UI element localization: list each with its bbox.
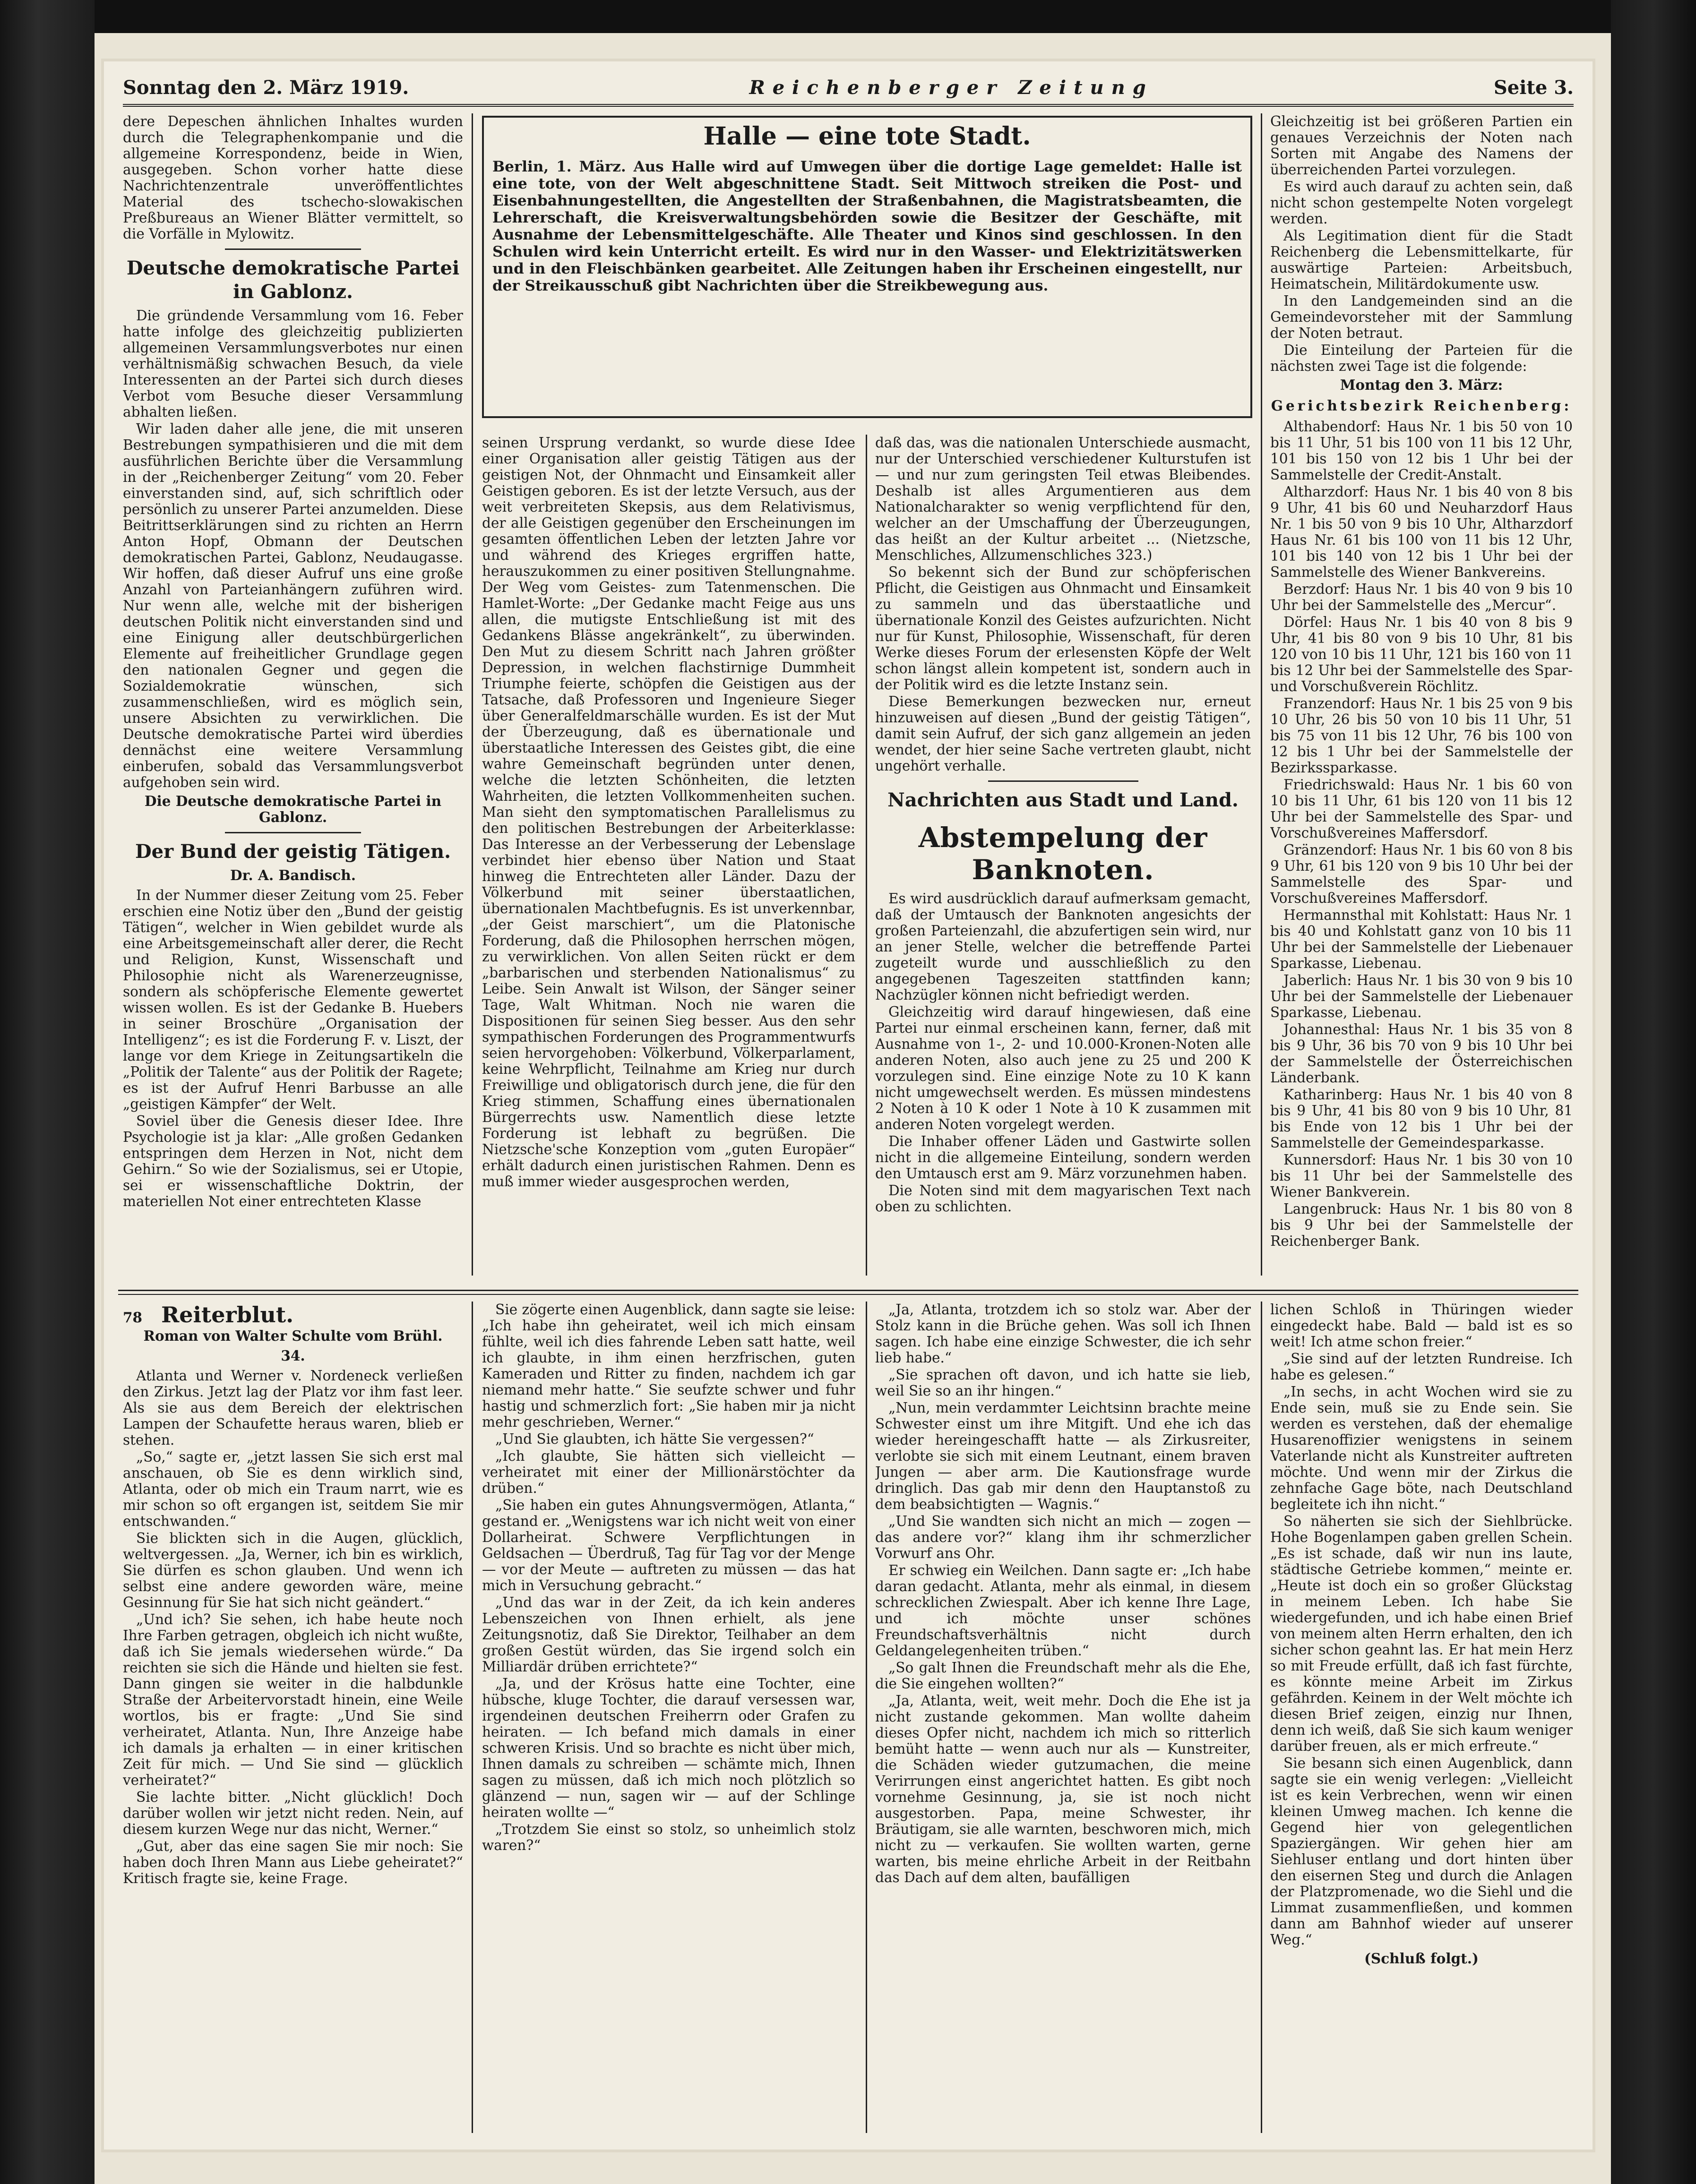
paragraph: „So,“ sagte er, „jetzt lassen Sie sich erst mal anschauen, ob Sie es denn wirklich sind, Atlanta, oder ob mich ein Traum narrt, wie es mir schon so oft ergangen ist, seitdem Sie mir entschwanden.“ (123, 1449, 463, 1529)
article-heading-abstempelung: Abstempelung der Banknoten. (918, 822, 1208, 886)
paragraph: lichen Schloß in Thüringen wieder eingedeckt habe. Bald — bald ist es so weit! Ich atme schon freier.“ (1270, 1302, 1573, 1350)
paragraph: „Trotzdem Sie einst so stolz, so unheimlich stolz waren?“ (482, 1821, 855, 1853)
paragraph: In der Nummer dieser Zeitung vom 25. Feber erschien eine Notiz über den „Bund der geistig Tätigen“, welcher in Wien gebildet wurde als eine Arbeitsgemeinschaft aller derer, die Recht und Religion, Kunst, Wissenschaft und Philosophie nicht als Warenerzeugnisse, sondern als schöpferische Elemente gewertet wissen wollen. Es ist der Gedanke B. Huebers in seiner Broschüre „Organisation der Intelligenz“; es ist die Forderung F. v. Liszt, der lange vor dem Kriege in Zeitungsartikeln die „Politik der Talente“ aus der Politik der Ragete; es ist der Aufruf Henri Barbusse an alle „geistigen Kämpfer“ der Welt. (123, 887, 463, 1112)
paragraph: Die Noten sind mit dem magyarischen Text nach oben zu schlichten. (875, 1182, 1251, 1215)
paragraph: Er schwieg ein Weilchen. Dann sagte er: „Ich habe daran gedacht. Atlanta, mehr als einmal, in diesem schrecklichen Zwiespalt. Aber ich kenne Ihre Lage, und ich möchte unser schönes Freundschaftsverhältnis nicht durch Geldangelegenheiten trüben.“ (875, 1562, 1251, 1659)
column-3-upper (875, 435, 1251, 1280)
column-1-upper (123, 113, 463, 1285)
continuation-note: (Schluß folgt.) (1364, 1950, 1479, 1967)
paragraph: Es wird auch darauf zu achten sein, daß nicht schon gestempelte Noten vorgelegt werden. (1270, 179, 1573, 227)
feuilleton-column-4 (1270, 1302, 1573, 2138)
paragraph: Sie besann sich einen Augenblick, dann sagte sie ein wenig verlegen: „Vielleicht ist es kein Verbrechen, wenn wir einen kleinen Umweg machen. Ich kenne die Gegend hier von gelegentlichen Spaziergängen. Wir gehen hier am Siehluser entlang und dort hinten über den eisernen Steg und durch die Anlagen der Platzpromenade, wo die Siehl und die Limmat zusammenfließen, und kommen dann am Bahnhof wieder auf unserer Weg.“ (1270, 1755, 1573, 1948)
paragraph: „Ja, Atlanta, weit, weit mehr. Doch die Ehe ist ja nicht zustande gekommen. Man wollte daheim dieses Opfer nicht, nachdem ich mich so ritterlich bemüht hatte — wenn auch nur als — Kunstreiter, die Schäden wieder gutzumachen, die meine Verirrungen einst angerichtet hatten. Es gibt noch vornehme Gesinnung, ja, sie ist noch nicht ausgestorben. Papa, meine Schwester, ihr Bräutigam, sie alle warnten, beschworen mich, mich nicht zu — verkaufen. Sie wollten warten, gerne warten, bis meine ehrliche Arbeit in der Reitbahn das Dach auf dem alten, baufälligen (875, 1693, 1251, 1885)
schedule-entry: Hermannsthal mit Kohlstatt: Haus Nr. 1 bis 40 und Kohlstatt ganz von 10 bis 11 Uhr bei der Sammelstelle der Liebenauer Sparkasse, Liebenau. (1270, 907, 1573, 971)
paragraph: „In sechs, in acht Wochen wird sie zu Ende sein, muß sie zu Ende sein. Sie werden es verstehen, daß der ehemalige Husarenoffizier wenigstens in seinem Vaterlande nicht als Kunstreiter auftreten möchte. Und wenn mir der Zirkus die zehnfache Gage böte, nach Deutschland begleitete ich ihn nicht.“ (1270, 1384, 1573, 1512)
paragraph: Sie blickten sich in die Augen, glücklich, weltvergessen. „Ja, Werner, ich bin es wirklich, Sie dürfen es schon glauben. Und wenn ich selbst eine andere geworden wäre, meine Gesinnung für Sie hat sich nicht geändert.“ (123, 1530, 463, 1610)
article-heading-demokratische-partei: Deutsche demokratische Partei in Gablonz. (126, 257, 460, 303)
paragraph: Die Einteilung der Parteien für die nächsten zwei Tage ist die folgende: (1270, 342, 1573, 374)
feuilleton-chapter: 34. (281, 1347, 305, 1364)
depesche-intro: dere Depeschen ähnlichen Inhaltes wurden durch die Telegraphenkompanie und die allgemeine Korrespondenz, beide in Wien, ausgegeben. Schon vorher hatte diese Nachrichtenzentrale unveröffentlichtes Material des tschecho-slowakischen Preßbureaus an Wiener Blätter vermittelt, so die Vorfälle in Mylowitz. (123, 113, 463, 242)
paragraph: Die Inhaber offener Läden und Gastwirte sollen nicht in die allgemeine Einteilung, sondern werden den Umtausch erst am 9. März vorzunehmen haben. (875, 1133, 1251, 1182)
paragraph: So bekennt sich der Bund zur schöpferischen Pflicht, die Geistigen aus Ohnmacht und Einsamkeit zu sammeln und das überstaatliche und übernationale Konzil des Geistes aufzurichten. Nicht nur für Kunst, Philosophie, Wissenschaft, für deren Werke dieses Forum der erlesensten Köpfe der Welt schon längst allein kompetent ist, sondern auch in der Politik wird es die letzte Instanz sein. (875, 564, 1251, 693)
article-author: Dr. A. Bandisch. (230, 867, 356, 883)
paragraph: „Nun, mein verdammter Leichtsinn brachte meine Schwester einst um ihre Mitgift. Und ehe ich das wieder hereingeschafft hatte — als Zirkusreiter, verlobte sie sich mit einem Leutnant, einem braven Jungen — aber arm. Die Kautionsfrage wurde dringlich. Das gab mir denn den Hauptanstoß zu dem beabsichtigten — Wagnis.“ (875, 1400, 1251, 1512)
paragraph: Gleichzeitig ist bei größeren Partien ein genaues Verzeichnis der Noten nach Sorten mit Angabe des Namens der überreichenden Partei vorzulegen. (1270, 113, 1573, 178)
header-masthead: Reichenberger Zeitung (749, 76, 1154, 99)
scan-left-edge (0, 0, 95, 2184)
schedule-entry: Berzdorf: Haus Nr. 1 bis 40 von 9 bis 10 Uhr bei der Sammelstelle des „Mercur“. (1270, 581, 1573, 613)
paragraph: Soviel über die Genesis dieser Idee. Ihre Psychologie ist ja klar: „Alle großen Gedanken entspringen dem Herzen in Not, nicht dem Gehirn.“ So wie der Sozialismus, sei er Utopie, sei er wissenschaftliche Doktrin, der materiellen Not einer entrechteten Klasse (123, 1113, 463, 1209)
feuilleton-subtitle: Roman von Walter Schulte vom Brühl. (143, 1328, 443, 1344)
column-rule (866, 1302, 867, 2133)
paragraph: Es wird ausdrücklich darauf aufmerksam gemacht, daß der Umtausch der Banknoten angesichts der großen Parteienzahl, die abzufertigen sein wird, nur an jener Stelle, welcher die betreffende Partei zugeteilt wurde und ausschließlich zu den angegebenen Tageszeiten stattfinden kann; Nachzügler können nicht befriedigt werden. (875, 891, 1251, 1003)
paragraph: „Und ich? Sie sehen, ich habe heute noch Ihre Farben getragen, obgleich ich nicht wußte, daß ich Sie jemals wiedersehen würde.“ Da reichten sie sich die Hände und hielten sie fest. Dann gingen sie weiter in die halbdunkle Straße der Arbeitervorstadt hinein, eine Weile wortlos, bis er fragte: „Und Sie sind verheiratet, Atlanta. Nun, Ihre Anzeige habe ich damals ja erhalten — in einer kritischen Zeit für mich. — Und Sie sind — glücklich verheiratet?“ (123, 1611, 463, 1788)
header-date: Sonntag den 2. März 1919. (123, 76, 409, 99)
schedule-entry: Althabendorf: Haus Nr. 1 bis 50 von 10 bis 11 Uhr, 51 bis 100 von 11 bis 12 Uhr, 101 bis 150 von 12 bis 1 Uhr bei der Sammelstelle der Credit-Anstalt. (1270, 419, 1573, 483)
paragraph: „Gut, aber das eine sagen Sie mir noch: Sie haben doch Ihren Mann aus Liebe geheiratet?“ Kritisch fragte sie, keine Frage. (123, 1838, 463, 1886)
paragraph: „Sie haben ein gutes Ahnungsvermögen, Atlanta,“ gestand er. „Wenigstens war ich nicht weit von einer Dollarheirat. Schwere Verpflichtungen in Geldsachen — Überdruß, Tag für Tag vor der Menge — vor der Meute — auftreten zu müssen — das hat mich in Versuchung gebracht.“ (482, 1497, 855, 1593)
column-rule (1261, 1302, 1262, 2133)
schedule-entry: Altharzdorf: Haus Nr. 1 bis 40 von 8 bis 9 Uhr, 41 bis 60 und Neuharzdorf Haus Nr. 1 bis 50 von 9 bis 10 Uhr, Altharzdorf Haus Nr. 61 bis 100 von 11 bis 12 Uhr, 101 bis 140 von 12 bis 1 Uhr bei der Sammelstelle des Wiener Bankvereins. (1270, 484, 1573, 580)
article-signature: Die Deutsche demokratische Partei in Gablonz. (144, 793, 442, 825)
paragraph: Sie zögerte einen Augenblick, dann sagte sie leise: „Ich habe ihn geheiratet, weil ich mich einsam fühlte, weil ich dies fahrende Leben satt hatte, weil ich glaubte, in ihm einen herzfrischen, guten Kameraden und Ritter zu finden, nachdem ich gar niemand mehr hatte.“ Sie seufzte schwer und fuhr hastig und schmerzlich fort: „Sie haben mir ja nicht mehr geschrieben, Werner.“ (482, 1302, 855, 1430)
column-rule (1261, 113, 1262, 1276)
scan-right-edge (1611, 0, 1696, 2184)
article-heading-bund: Der Bund der geistig Tätigen. (135, 840, 451, 863)
feuilleton-column-1 (123, 1302, 463, 2138)
boxed-article-halle (482, 116, 1252, 418)
schedule-entry: Kunnersdorf: Haus Nr. 1 bis 30 von 10 bis 11 Uhr bei der Sammelstelle des Wiener Bankverein. (1270, 1152, 1573, 1200)
paragraph: So näherten sie sich der Siehlbrücke. Hohe Bogenlampen gaben grellen Schein. „Es ist schade, daß wir nun ins laute, städtische Getriebe kommen,“ meinte er. „Heute ist doch ein so großer Glückstag in meinem Leben. Ich habe Sie wiedergefunden, und ich habe einen Brief von meinem alten Herrn erhalten, den ich sicher schon geahnt las. Er hat mein Herz so mit Freude erfüllt, daß ich fast fürchte, es könnte meine Arbeit im Zirkus gefährden. Keinem in der Welt möchte ich diesen Brief zeigen, einzig nur Ihnen, denn ich weiß, daß Sie sich kaum weniger darüber freuen, als er mich erfreute.“ (1270, 1513, 1573, 1754)
paragraph: „Sie sprachen oft davon, und ich hatte sie lieb, weil Sie so an ihr hingen.“ (875, 1367, 1251, 1399)
divider (988, 780, 1138, 782)
column-4-upper (1270, 113, 1573, 1280)
column-rule (472, 113, 473, 1276)
schedule-entry: Dörfel: Haus Nr. 1 bis 40 von 8 bis 9 Uhr, 41 bis 80 von 9 bis 10 Uhr, 81 bis 120 von 10 bis 11 Uhr, 121 bis 160 von 11 bis 12 Uhr bei der Sammelstelle des Spar- und Vorschußverein Röchlitz. (1270, 614, 1573, 694)
paragraph: Wir laden daher alle jene, die mit unseren Bestrebungen sympathisieren und die mit dem ausführlichen Berichte über die Versammlung in der „Reichenberger Zeitung“ vom 20. Feber einverstanden sind, auf, sich schriftlich oder persönlich zu unserer Partei anzumelden. Diese Beitrittserklärungen sind zu richten an Herrn Anton Hopf, Obmann der Deutschen demokratischen Partei, Gablonz, Neudaugasse. Wir hoffen, daß dieser Aufruf uns eine große Anzahl von Parteianhängern zuführen wird. Nur wenn alle, welche mit der bisherigen deutschen Politik nicht einverstanden sind und eine Einigung aller deutschbürgerlichen Elemente auf freiheitlicher Grundlage gegen den nationalen Gegner und gegen die Sozialdemokratie wünschen, sich zusammenschließen, wird es möglich sein, unsere Absichten zu verwirklichen. Die Deutsche demokratische Partei wird überdies dennächst eine weitere Versammlung einberufen, sobald das Versammlungsverbot aufgehoben sein wird. (123, 421, 463, 790)
paragraph: „So galt Ihnen die Freundschaft mehr als die Ehe, die Sie eingehen wollten?“ (875, 1660, 1251, 1692)
paragraph: „Ja, Atlanta, trotzdem ich so stolz war. Aber der Stolz kann in die Brüche gehen. Was soll ich Ihnen sagen. Ich habe eine einzige Schwester, die ich sehr lieb habe.“ (875, 1302, 1251, 1366)
newspaper-page (104, 61, 1593, 2150)
schedule-entry: Franzendorf: Haus Nr. 1 bis 25 von 9 bis 10 Uhr, 26 bis 50 von 10 bis 11 Uhr, 51 bis 75 von 11 bis 12 Uhr, 76 bis 100 von 12 bis 1 Uhr bei der Sammelstelle der Bezirkssparkasse. (1270, 695, 1573, 776)
page-header (123, 71, 1574, 107)
divider (225, 832, 361, 833)
paragraph: daß das, was die nationalen Unterschiede ausmacht, nur der Unterschied verschiedener Kulturstufen ist — und nur zum geringsten Teil etwas Bleibendes. Deshalb ist alles Argumentieren aus dem Nationalcharakter so wenig verpflichtend für den, welcher an der Umschaffung der Überzeugungen, das heißt an der Kultur arbeitet ... (Nietzsche, Menschliches, Allzumenschliches 323.) (875, 435, 1251, 563)
schedule-date-heading: Montag den 3. März: (1340, 377, 1503, 393)
section-heading-nachrichten: Nachrichten aus Stadt und Land. (887, 789, 1239, 811)
header-page-number: Seite 3. (1493, 76, 1574, 99)
column-rule (472, 1302, 473, 2133)
paragraph: „Ja, und der Krösus hatte eine Tochter, eine hübsche, kluge Tochter, die darauf versessen war, irgendeinen deutschen Freiherrn oder Grafen zu heiraten. — Ich befand mich damals in einer schweren Krisis. Und so brachte es nicht über mich, Ihnen damals zu schreiben — schämte mich, Ihnen sagen zu müssen, daß ich mich noch plötzlich so glänzend — nun, sagen wir — auf der Schlinge heiraten wollte —“ (482, 1676, 855, 1820)
feuilleton-column-2 (482, 1302, 855, 2138)
schedule-entry: Langenbruck: Haus Nr. 1 bis 80 von 8 bis 9 Uhr bei der Sammelstelle der Reichenberger Bank. (1270, 1201, 1573, 1249)
paragraph: Atlanta und Werner v. Nordeneck verließen den Zirkus. Jetzt lag der Platz vor ihm fast leer. Als sie aus dem Bereich der elektrischen Lampen der Schaufette heraus waren, blieb er stehen. (123, 1368, 463, 1448)
schedule-entry: Friedrichswald: Haus Nr. 1 bis 60 von 10 bis 11 Uhr, 61 bis 120 von 11 bis 12 Uhr bei der Sammelstelle des Spar- und Vorschußvereines Maffersdorf. (1270, 777, 1573, 841)
schedule-list (1270, 419, 1573, 1249)
paragraph: „Und Sie glaubten, ich hätte Sie vergessen?“ (495, 1431, 814, 1447)
feuilleton-title-row (123, 1302, 463, 1328)
schedule-entry: Gränzendorf: Haus Nr. 1 bis 60 von 8 bis 9 Uhr, 61 bis 120 von 9 bis 10 Uhr bei der Sammelstelle des Spar- und Vorschußvereines Maffersdorf. (1270, 842, 1573, 906)
divider (225, 248, 361, 250)
schedule-entry: Johannesthal: Haus Nr. 1 bis 35 von 8 bis 9 Uhr, 36 bis 70 von 9 bis 10 Uhr bei der Sammelstelle der Österreichischen Länderbank. (1270, 1021, 1573, 1086)
schedule-entry: Katharinberg: Haus Nr. 1 bis 40 von 8 bis 9 Uhr, 41 bis 80 von 9 bis 10 Uhr, 81 bis Ende von 12 bis 1 Uhr bei der Sammelstelle der Gemeindesparkasse. (1270, 1087, 1573, 1151)
feuilleton-title: Reiterblut. (161, 1302, 294, 1328)
column-rule (866, 435, 867, 1276)
feuilleton-number: 78 (123, 1309, 143, 1326)
paragraph: In den Landgemeinden sind an die Gemeindevorsteher mit der Sammlung der Noten betraut. (1270, 293, 1573, 341)
paragraph: Die gründende Versammlung vom 16. Feber hatte infolge des gleichzeitig publizierten allgemeinen Versammlungsverbotes nur einen verhältnismäßig schwachen Besuch, da viele Interessenten an der Partei sich durch dieses Verbot vom Besuche dieser Versammlung abhalten ließen. (123, 308, 463, 420)
boxed-article-text: Berlin, 1. März. Aus Halle wird auf Umwegen über die dortige Lage gemeldet: Halle ist eine tote, von der Welt abgeschnittene Stadt. Seit Mittwoch streiken die Post- und Eisenbahnungestellten, die Angestellten der Straßenbahnen, die Magistratsbeamten, die Lehrerschaft, die Kreisverwaltungsbehörden sowie die Besitzer der Geschäfte, mit Ausnahme der Lebensmittelgeschäfte. Alle Theater und Kinos sind geschlossen. In den Schulen wird kein Unterricht erteilt. Es wird nur in den Wasser- und Elektrizitätswerken und in den Fleischbänken gearbeitet. Alle Zeitungen haben ihr Erscheinen eingestellt, nur der Streikausschuß gibt Nachrichten über die Streikbewegung aus. (492, 158, 1242, 294)
paragraph: Als Legitimation dient für die Stadt Reichenberg die Lebensmittelkarte, für auswärtige Parteien: Arbeitsbuch, Heimatschein, Militärdokumente usw. (1270, 228, 1573, 292)
column-2-upper (482, 435, 855, 1280)
feuilleton-rule (118, 1290, 1578, 1295)
boxed-article-title: Halle — eine tote Stadt. (703, 122, 1031, 151)
paragraph: „Und Sie wandten sich nicht an mich — zogen — das andere vor?“ klang ihm ihr schmerzlicher Vorwurf ans Ohr. (875, 1513, 1251, 1561)
schedule-entry: Jaberlich: Haus Nr. 1 bis 30 von 9 bis 10 Uhr bei der Sammelstelle der Liebenauer Sparkasse, Liebenau. (1270, 972, 1573, 1020)
paragraph: Diese Bemerkungen bezwecken nur, erneut hinzuweisen auf diesen „Bund der geistig Tätigen“, damit sein Aufruf, der sich ganz allgemein an jeden wendet, der hier seine Sache vertreten glaubt, nicht ungehört verhalle. (875, 694, 1251, 774)
paragraph: seinen Ursprung verdankt, so wurde diese Idee einer Organisation aller geistig Tätigen aus der geistigen Not, der Ohnmacht und Einsamkeit aller Geistigen geboren. Es ist der letzte Versuch, aus der weit verbreiteten Skepsis, aus dem Relativismus, der alle Geistigen gegenüber den Erscheinungen im gesamten öffentlichen Leben der letzten Jahre vor und während des Krieges ergriffen hatte, herauszukommen zu einer positiven Stellungnahme. Der Weg vom Geistes- zum Tatenmenschen. Die Hamlet-Worte: „Der Gedanke macht Feige aus uns allen, die mutigste Entschließung ist mit des Gedankens Blässe angekränkelt“, zu überwinden. Den Mut zu diesem Schritt nach Jahren größter Depression, in welchen flachstirnige Dummheit Triumphe feierte, schöpfen die Geistigen aus der Tatsache, daß Professoren und Ingenieure Sieger über Generalfeldmarschälle wurden. Es ist der Mut der Überzeugung, daß es übernationale und überstaatliche Interessen des Geistes gibt, die eine wahre Gemeinschaft begründen unter denen, welche die letzten Schönheiten, die letzten Wahrheiten, die letzten Vollkommenheiten suchen. Man sieht den symptomatischen Parallelismus zu den politischen Bestrebungen der Arbeiterklasse: Das Interesse an der Verbesserung der Lebenslage verbindet hier ebenso über Nation und Staat hinweg die Entrechteten aller Länder. Dazu der Völkerbund mit seiner überstaatlichen, übernationalen Machtbefugnis. Es ist unverkennbar, „der Geist marschiert“, um die Platonische Forderung, daß die Philosophen herrschen mögen, zu verwirklichen. Von allen Seiten rückt er dem „barbarischen und sterbenden Nationalismus“ zu Leibe. Sein Anwalt ist Wilson, der Sänger seiner Tage, Walt Whitman. Noch nie waren die Dispositionen für seinen Sieg besser. Aus den sehr sympathischen Forderungen des Programmentwurfs seien hervorgehoben: Völkerbund, Völkerparlament, keine Wehrpflicht, Teilnahme am Krieg nur durch Freiwillige und obligatorisch durch jene, die für den Krieg stimmen, Schaffung eines übernationalen Bürgerrechts usw. Namentlich diese letzte Forderung ist lebhaft zu begrüßen. Die Nietzsche'sche Konzeption vom „guten Europäer“ erhält dadurch einen juristischen Rahmen. Denn es muß immer wieder ausgesprochen werden, (482, 435, 855, 1190)
paragraph: „Sie sind auf der letzten Rundreise. Ich habe es gelesen.“ (1270, 1351, 1573, 1383)
paragraph: Gleichzeitig wird darauf hingewiesen, daß eine Partei nur einmal erscheinen kann, ferner, daß mit Ausnahme von 1-, 2- und 10.000-Kronen-Noten alle anderen Noten, also auch jene zu 25 und 200 K vorzulegen sind. Eine einzige Note zu 10 K kann nicht umgewechselt werden. Es müssen mindestens 2 Noten à 10 K oder 1 Note à 10 K zusammen mit anderen Noten vorgelegt werden. (875, 1004, 1251, 1132)
paragraph: Sie lachte bitter. „Nicht glücklich! Doch darüber wollen wir jetzt nicht reden. Nein, auf diesem kurzen Wege nur das nicht, Werner.“ (123, 1789, 463, 1837)
feuilleton-column-3 (875, 1302, 1251, 2138)
paragraph: „Ich glaubte, Sie hätten sich vielleicht — verheiratet mit einer der Millionärstöchter da drüben.“ (482, 1448, 855, 1496)
schedule-district-heading: Gerichtsbezirk Reichenberg: (1271, 397, 1572, 414)
paragraph: „Und das war in der Zeit, da ich kein anderes Lebenszeichen von Ihnen erhielt, als jene Zeitungsnotiz, daß Sie Direktor, Teilhaber an dem großen Gestüt würden, das Sie irgend solch ein Milliardär drüben errichtete?“ (482, 1594, 855, 1675)
scan-top-edge (0, 0, 1696, 33)
